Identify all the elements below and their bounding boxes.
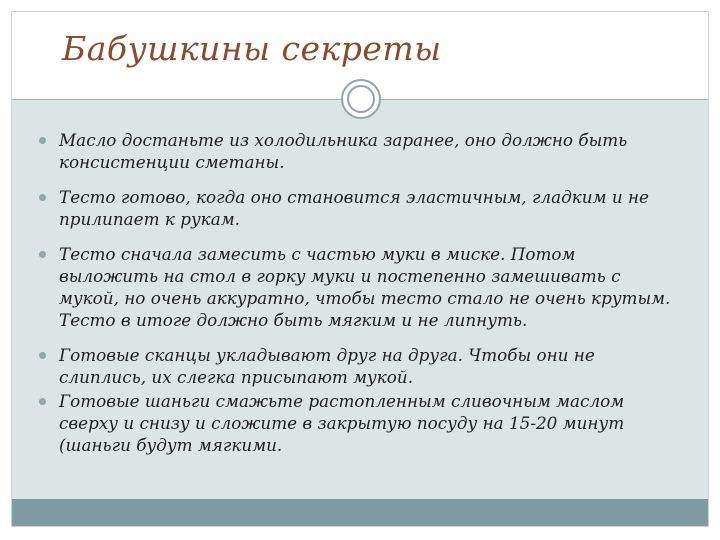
bullet-list (32, 129, 672, 456)
bullet-text: Готовые шаньги смажьте растопленным сливочным маслом сверху и снизу и сложите в закрытую посуду на 15-20 минут (шаньги будут мягкими. (59, 391, 625, 455)
list-item (32, 344, 672, 388)
list-item (32, 129, 672, 173)
bullet-text: Тесто готово, когда оно становится эластичным, гладким и не прилипает к рукам. (59, 187, 649, 229)
list-item (32, 243, 672, 331)
bullet-text: Тесто сначала замесить с частью муки в миске. Потом выложить на стол в горку муки и постепенно замешивать с мукой, но очень аккуратно, чтобы тесто стало не очень крутым. Тесто в итоге должно быть мягким и не липнуть. (59, 244, 671, 330)
round-bullet-icon (39, 352, 46, 359)
round-bullet-icon (39, 251, 46, 258)
round-bullet-icon (39, 194, 46, 201)
bullet-text: Готовые сканцы укладывают друг на друга. Чтобы они не слиплись, их слегка присыпают мукой. (59, 345, 595, 387)
footer-bar (12, 499, 708, 526)
round-bullet-icon (39, 137, 46, 144)
round-bullet-icon (39, 398, 46, 405)
slide-title: Бабушкины секреты (62, 29, 442, 68)
bullet-text: Масло достаньте из холодильника заранее, оно должно быть консистенции сметаны. (59, 130, 628, 172)
list-item (32, 186, 672, 230)
list-item (32, 390, 672, 456)
slide (11, 11, 709, 527)
double-ring-ornament-icon (341, 79, 381, 119)
